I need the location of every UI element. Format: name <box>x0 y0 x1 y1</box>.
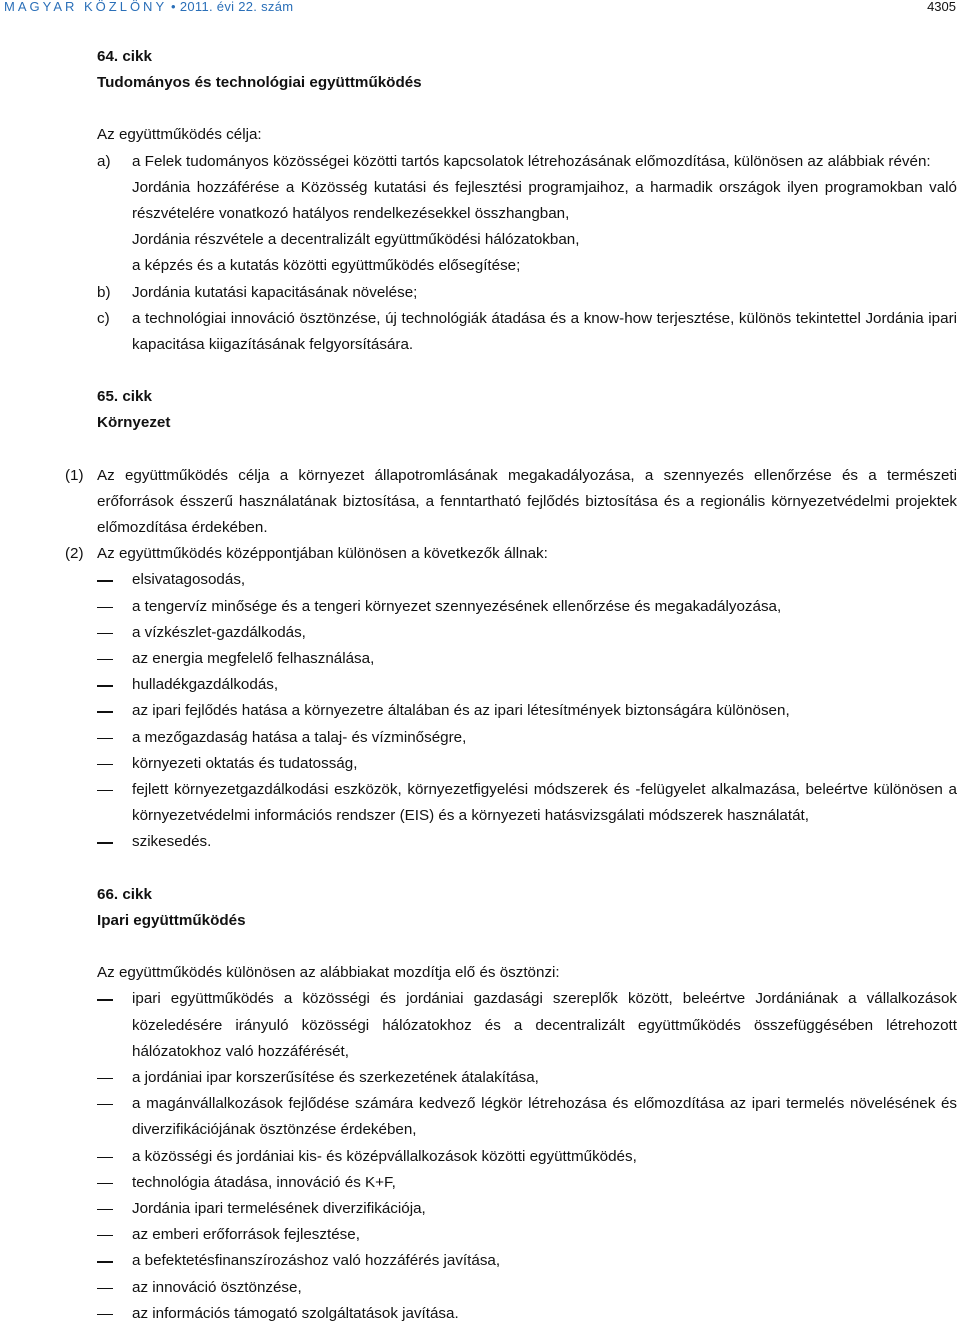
list-item: az innováció ösztönzése, <box>97 1275 957 1301</box>
list-item: szikesedés. <box>97 829 957 855</box>
article-64-point-b: b) Jordánia kutatási kapacitásának növelése; <box>97 283 418 301</box>
list-item: az emberi erőforrások fejlesztése, <box>97 1222 957 1248</box>
dash-icon <box>97 725 132 751</box>
dash-icon <box>97 777 132 829</box>
list-item: hulladékgazdálkodás, <box>97 672 957 698</box>
article-66-list <box>97 986 957 1327</box>
dash-icon <box>97 1170 132 1196</box>
article-64-title: Tudományos és technológiai együttműködés <box>97 74 422 92</box>
dash-icon <box>97 751 132 777</box>
article-65-list <box>97 567 957 855</box>
article-66-number: 66. cikk <box>97 885 152 903</box>
dash-icon <box>97 1196 132 1222</box>
list-item: technológia átadása, innováció és K+F, <box>97 1170 957 1196</box>
dash-icon <box>97 1065 132 1091</box>
dash-icon <box>97 620 132 646</box>
list-item: az energia megfelelő felhasználása, <box>97 646 957 672</box>
list-item: Jordánia hozzáférése a Közösség kutatási és fejlesztési programjaihoz, a harmadik országok ilyen programokban való részvételére vonatkozó hatályos rendelkezésekkel összhangban, <box>132 178 957 223</box>
dash-icon <box>97 698 132 724</box>
journal-title: MAGYAR KÖZLÖNY <box>4 0 168 14</box>
list-item: a befektetésfinanszírozáshoz való hozzáférés javítása, <box>97 1248 957 1274</box>
article-64-a-list <box>97 175 957 280</box>
dash-icon <box>97 1222 132 1248</box>
dash-icon <box>97 1248 132 1274</box>
dash-icon <box>97 594 132 620</box>
list-item: a képzés és a kutatás közötti együttműködés elősegítése; <box>132 257 521 275</box>
article-65-paragraph-2: (2) Az együttműködés középpontjában különösen a következők állnak: <box>65 545 548 563</box>
list-item: környezeti oktatás és tudatosság, <box>97 751 957 777</box>
list-item: a mezőgazdaság hatása a talaj- és vízminőségre, <box>97 725 957 751</box>
dash-icon <box>97 1091 132 1143</box>
list-item: Jordánia ipari termelésének diverzifikációja, <box>97 1196 957 1222</box>
list-item: Jordánia részvétele a decentralizált együttműködési hálózatokban, <box>132 231 580 249</box>
list-item: a közösségi és jordániai kis- és középvállalkozások közötti együttműködés, <box>97 1144 957 1170</box>
article-64-intro: Az együttműködés célja: <box>97 126 262 144</box>
header-left <box>4 0 293 14</box>
list-item: a magánvállalkozások fejlődése számára kedvező légkör létrehozása és előmozdítása az ipari termelés növelésének és diverzifikációjának ösztönzése érdekében, <box>97 1091 957 1143</box>
dash-icon <box>97 1144 132 1170</box>
dash-icon <box>97 672 132 698</box>
dash-icon <box>97 1275 132 1301</box>
dash-icon <box>97 986 132 1065</box>
dash-icon <box>97 1301 132 1327</box>
article-65-title: Környezet <box>97 414 171 432</box>
page-number: 4305 <box>927 0 956 14</box>
dash-icon <box>97 829 132 855</box>
list-item: az információs támogató szolgáltatások javítása. <box>97 1301 957 1327</box>
header-bullet: • <box>171 0 176 14</box>
list-item: ipari együttműködés a közösségi és jordániai gazdasági szereplők között, beleértve Jordániának a vállalkozások közeledésére irányuló közösségi hálózatokhoz és a decentralizált együttműködés összefüggésében létrehozott hálózatokhoz való hozzáférését, <box>97 986 957 1065</box>
article-65-paragraph-1: (1) Az együttműködés célja a környezet állapotromlásának megakadályozása, a szennyezés ellenőrzése és a természeti erőforrások ésszerű használatának biztosítása, a fenntartható fejlődés biztosítása és a regionális környezetvédelmi projektek előmozdítása érdekében. <box>65 466 957 537</box>
dash-icon <box>97 646 132 672</box>
article-64-point-c: c) a technológiai innováció ösztönzése, új technológiák átadása és a know-how terjesztése, különös tekintettel Jordánia ipari kapacitása kiigazításának felgyorsítására. <box>97 309 957 354</box>
issue-date: 2011. évi 22. szám <box>179 0 294 14</box>
list-item: fejlett környezetgazdálkodási eszközök, környezetfigyelési módszerek és -felügyelet alkalmazása, beleértve különösen a környezetvédelmi információs rendszer (EIS) és a környezeti hatásvizsgálati módszerek használatát, <box>97 777 957 829</box>
dash-icon <box>97 567 132 593</box>
list-item: elsivatagosodás, <box>97 567 957 593</box>
page-header <box>0 0 960 22</box>
document-body <box>65 44 957 1327</box>
article-66-intro: Az együttműködés különösen az alábbiakat mozdítja elő és ösztönzi: <box>97 964 560 982</box>
article-65-number: 65. cikk <box>97 388 152 406</box>
article-64-point-a: a) a Felek tudományos közösségei közötti tartós kapcsolatok létrehozásának előmozdítása, különösen az alábbiak révén: <box>97 152 931 170</box>
article-64-number: 64. cikk <box>97 48 152 65</box>
list-item: a tengervíz minősége és a tengeri környezet szennyezésének ellenőrzése és megakadályozása, <box>97 594 957 620</box>
list-item: a jordániai ipar korszerűsítése és szerkezetének átalakítása, <box>97 1065 957 1091</box>
article-66-title: Ipari együttműködés <box>97 911 246 929</box>
list-item: a vízkészlet-gazdálkodás, <box>97 620 957 646</box>
list-item: az ipari fejlődés hatása a környezetre általában és az ipari létesítmények biztonságára különösen, <box>97 698 957 724</box>
